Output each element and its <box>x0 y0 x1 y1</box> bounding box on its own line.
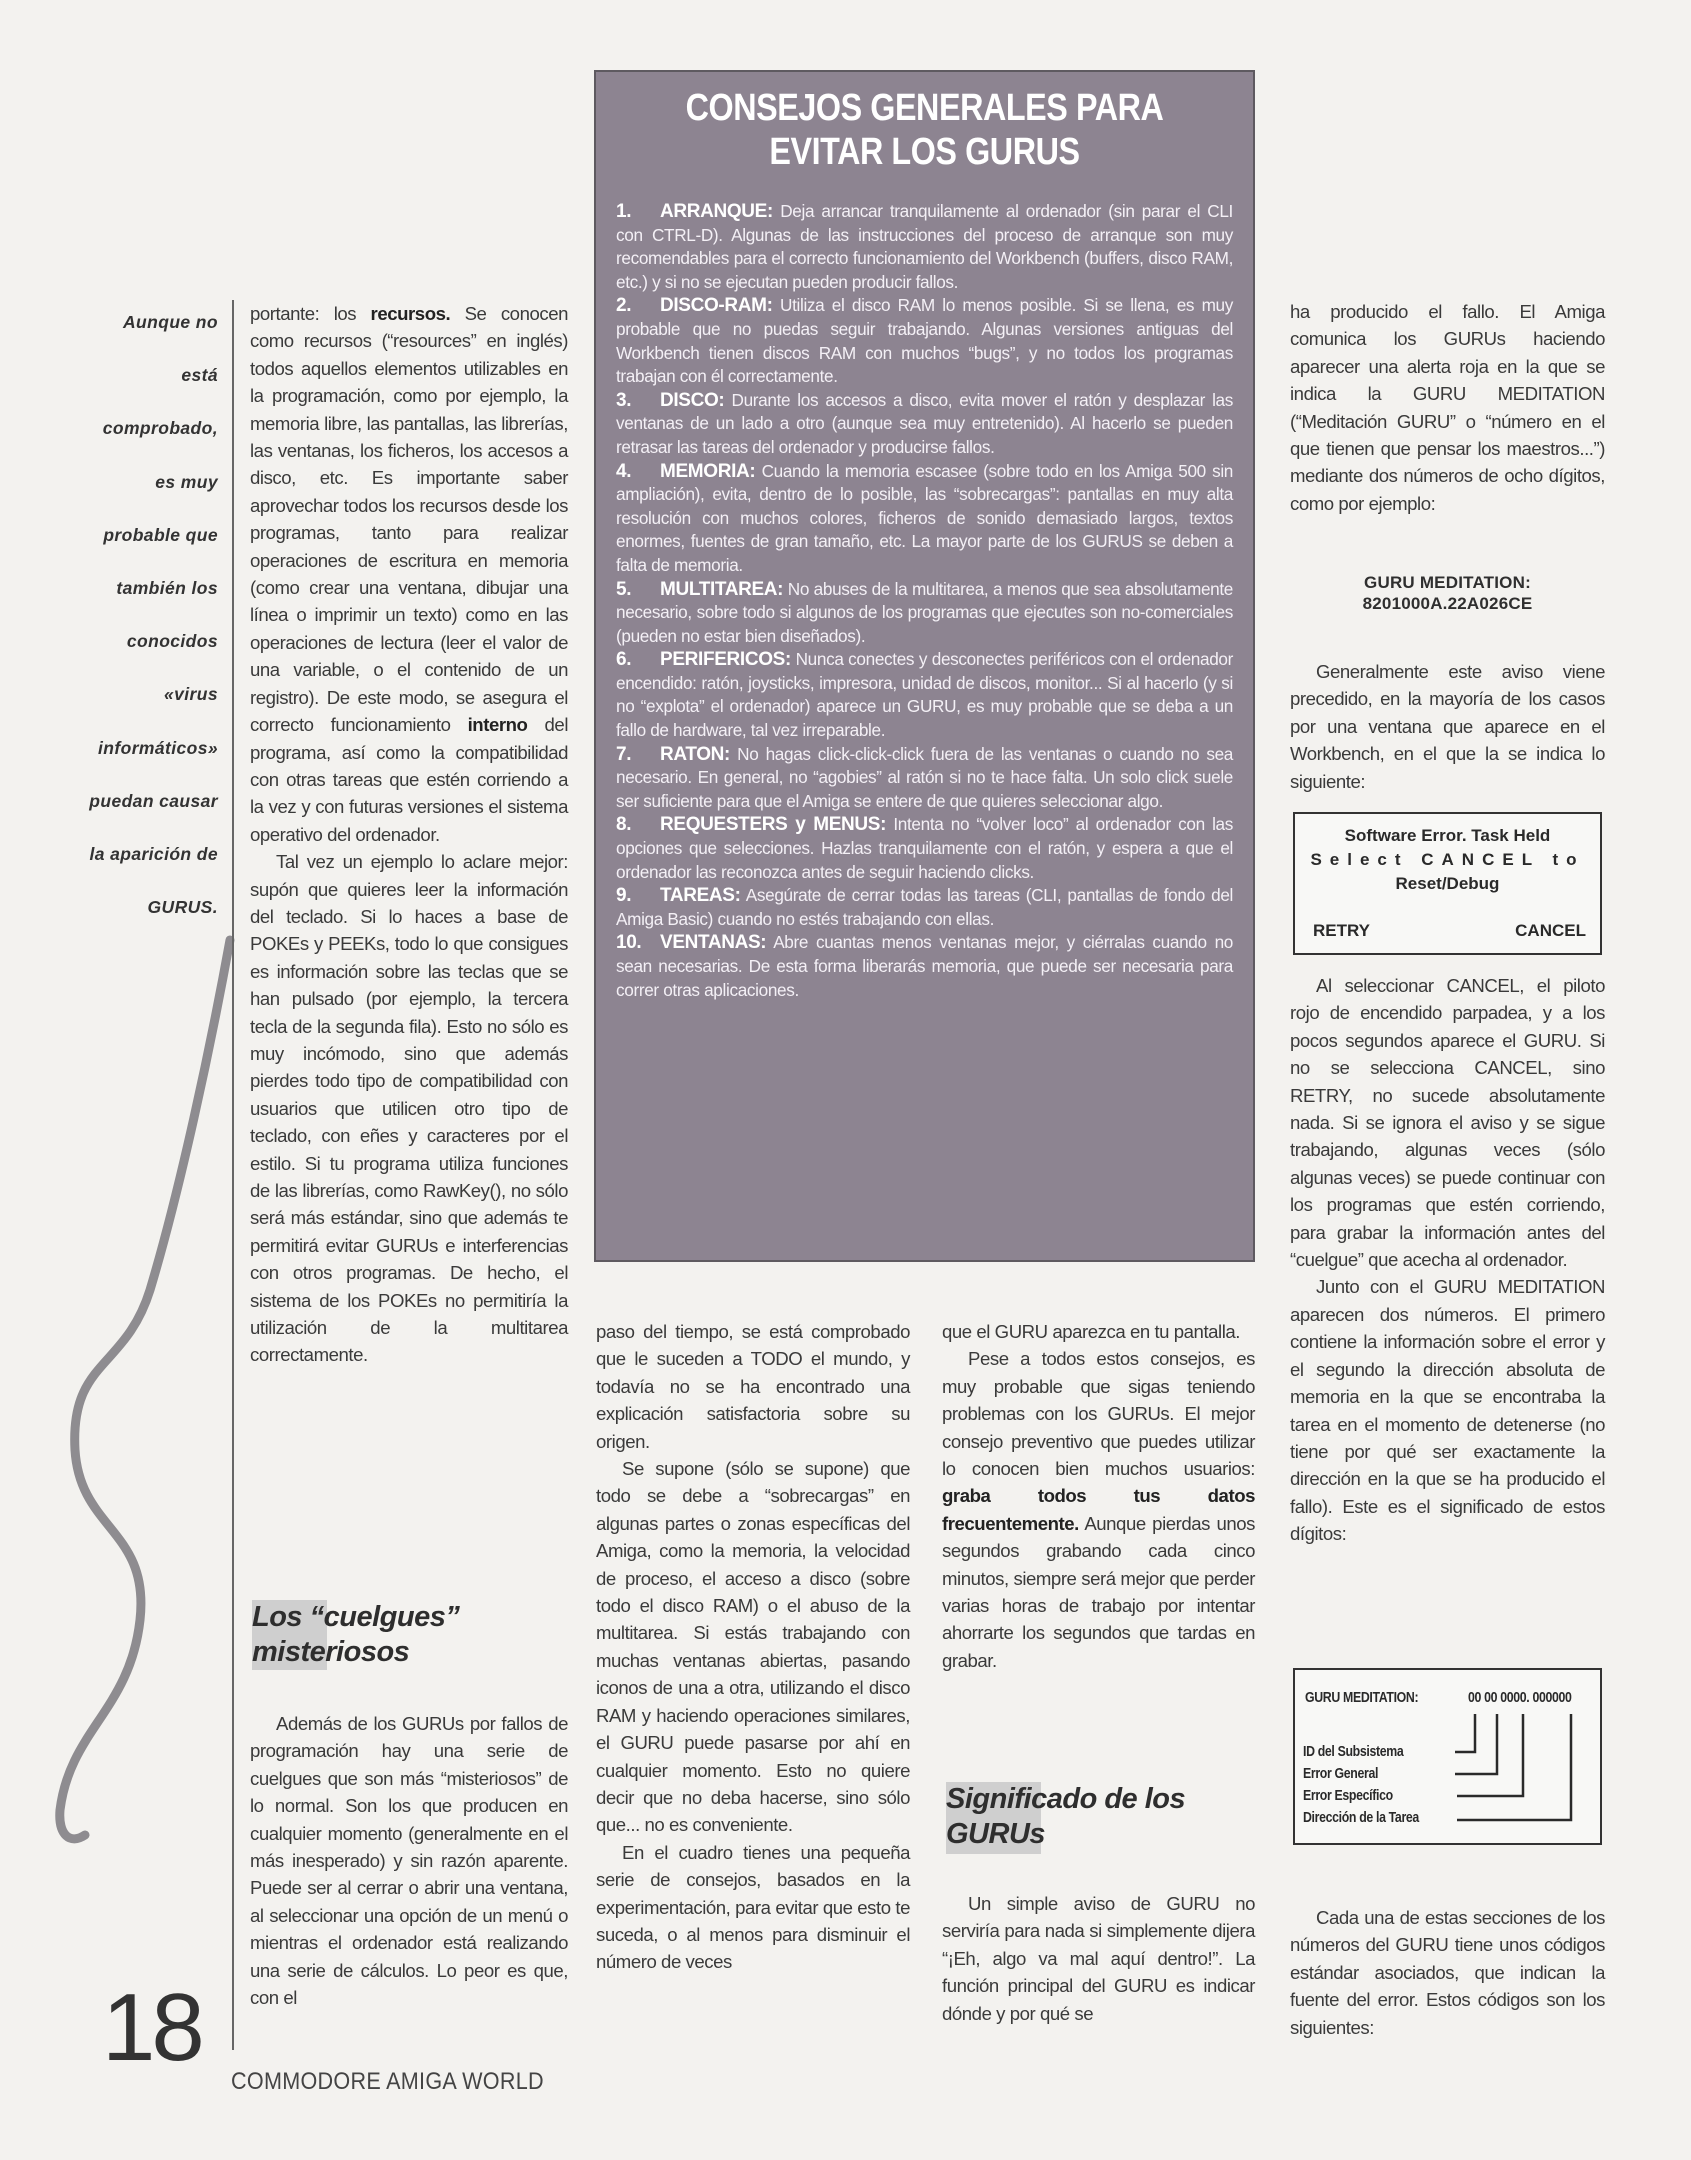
tip-item <box>616 931 1233 1002</box>
tip-text: Abre cuantas menos ventanas mejor, y ciérralas cuando no sean necesarias. De esta forma liberarás memoria, que puede ser necesaria para correr otras aplicaciones. <box>616 932 1233 1000</box>
text-run: portante: los <box>250 303 371 324</box>
pull-quote-line: comprobado, <box>102 418 218 439</box>
diagram-part: Error Específico <box>1303 1788 1393 1804</box>
tip-number: 9. <box>616 885 632 907</box>
magazine-name: COMMODORE AMIGA WORLD <box>231 2068 544 2095</box>
tip-number: 8. <box>616 814 632 836</box>
tip-label: MEMORIA: <box>660 460 756 482</box>
decorative-squiggle <box>30 930 250 1870</box>
paragraph: Junto con el GURU MEDITATION aparecen dos números. El primero contiene la información sobre el error y el segundo la dirección absoluta de memoria en la que se encontraba la tarea en el momento de detenerse (no tiene por qué ser exactamente la dirección en la que se ha producido el fallo). Este es el significado de estos dígitos: <box>1290 1276 1605 1545</box>
paragraph: Al seleccionar CANCEL, el piloto rojo de encendido parpadea, y a los pocos segundos aparece el GURU. Si no se selecciona CANCEL, sino RETRY, no sucede absolutamente nada. Si se ignora el aviso y se sigue trabajando, algunas veces (sólo algunas veces) se puede continuar con los programas que estén corriendo, para grabar la información antes del “cuelgue” que acecha al ordenador. <box>1290 975 1605 1271</box>
right-column-intro <box>1290 298 1605 517</box>
tip-text: Durante los accesos a disco, evita mover el ratón y desplazar las ventanas de un lado a otro (aunque sea muy entretenido). Al hacerlo se pueden retrasar las tareas del ordenador y producirse fallos. <box>616 389 1233 457</box>
tip-item <box>616 200 1233 294</box>
tip-item <box>616 743 1233 814</box>
tip-number: 3. <box>616 389 632 411</box>
third-column-top <box>942 1318 1255 1674</box>
error-line: Software Error. Task Held <box>1344 826 1551 845</box>
paragraph: Tal vez un ejemplo lo aclare mejor: supón que quieres leer la información del teclado. Si lo haces a base de POKEs y PEEKs, todo lo que consigues es información sobre las teclas que se han pulsado (por ejemplo, la tercera tecla de la segunda fila). Esto no sólo es muy incómodo, sino que además pierdes todo tipo de compatibilidad con usuarios que utilicen otro tipo de teclado, con eñes y caracteres por el estilo. Si tu programa utiliza funciones de las librerías, como RawKey(), no sólo será más estándar, sino que además te permitirá evitar GURUs e interferencias con otros programas. De hecho, el sistema de los POKEs no permitiría la utilización de la multitarea correctamente. <box>250 851 568 1366</box>
tips-sidebar <box>594 70 1255 1262</box>
section-heading <box>252 1600 552 1670</box>
right-column-p3 <box>1290 972 1605 1548</box>
pull-quote-line: «virus <box>164 684 218 705</box>
tip-item <box>616 578 1233 649</box>
tip-text: Cuando la memoria escasee (sobre todo en los Amiga 500 sin ampliación), evita, dentro de lo posible, las “sobrecargas”: pantallas en muy alta resolución con muchos colores, ficheros de sonido demasiado largos, textos enormes, fuentes de gran tamaño, etc. La mayor parte de los GURUS se deben a falta de memoria. <box>616 460 1233 575</box>
tip-text: Nunca conectes y desconectes periféricos con el ordenador encendido: ratón, joysticks, impresora, unidad de discos, monitor... Si al hacerlo (y si no “explota” el ordenador) aparece un GURU, es muy probable que se deba a un fallo de hardware, tal vez irreparable. <box>616 649 1233 741</box>
diagram-part: ID del Subsistema <box>1303 1744 1404 1760</box>
guru-label: GURU MEDITATION: <box>1364 573 1531 592</box>
text-run: del programa, así como la compatibilidad con otras tareas que estén corriendo a la vez y con futuras versiones el sistema operativo del ordenador. <box>250 714 568 845</box>
diagram-part: Error General <box>1303 1766 1379 1782</box>
guru-code: 8201000A.22A026CE <box>1362 594 1533 613</box>
tip-text: Deja arrancar tranquilamente al ordenador (sin parar el CLI con CTRL-D). Algunas de las instrucciones del proceso de arranque son muy recomendables para el correcto funcionamiento del Workbench (buffers, disco RAM, etc.) y si no se ejecutan pueden producir fallos. <box>616 201 1233 292</box>
guru-example <box>1290 572 1605 614</box>
diagram-part: Dirección de la Tarea <box>1303 1810 1419 1826</box>
section-heading-text: Significado de los GURUs <box>946 1783 1186 1850</box>
left-column-top <box>250 300 568 1369</box>
tip-number: 2. <box>616 295 632 317</box>
section-heading <box>946 1782 1226 1852</box>
tip-text: No abuses de la multitarea, a menos que sea absolutamente necesario, sobre todo si algunos de los programas que ejecutes son no-comerciales (pueden no estar bien diseñados). <box>616 578 1233 646</box>
paragraph: que el GURU aparezca en tu pantalla. <box>942 1321 1241 1342</box>
pull-quote-line: conocidos <box>126 631 218 652</box>
pull-quote-line: la aparición de <box>89 844 218 865</box>
tip-text: Intenta no “volver loco” al ordenador con las opciones que selecciones. Hazlas tranquilamente con el ratón, y espera a que el ordenador las reconozca antes de seguir haciendo clicks. <box>616 814 1233 882</box>
tip-item <box>616 460 1233 578</box>
pull-quote-line: es muy <box>155 471 218 492</box>
sidebar-title: CONSEJOS GENERALES PARA EVITAR LOS GURUS <box>685 87 1164 173</box>
pull-quote-line: también los <box>116 578 218 599</box>
tip-label: REQUESTERS y MENUS: <box>660 814 887 836</box>
tip-label: RATON: <box>660 743 731 765</box>
tip-number: 6. <box>616 649 632 671</box>
paragraph: Se supone (sólo se supone) que todo se debe a “sobrecargas” en algunas partes o zonas específicas del Amiga, como la memoria, la velocidad de proceso, el acceso a disco (sobre todo el disco RAM) o el abuso de la multitarea. Si estás trabajando con muchas ventanas abiertas, pasando iconos de una a otra, utilizando el disco RAM y haciendo operaciones similares, el GURU puede pasarse por ahí en cualquier momento. Esto no quiere decir que no deba hacerse, sino sólo que... no es conveniente. <box>596 1458 910 1836</box>
tip-label: DISCO: <box>660 389 725 411</box>
tip-label: VENTANAS: <box>660 932 767 954</box>
diagram-connector-lines <box>1295 1670 1600 1843</box>
paragraph <box>942 1345 1255 1674</box>
column-rule <box>232 300 234 2050</box>
pull-quote-line: Aunque no <box>123 312 218 332</box>
diagram-label: GURU MEDITATION: <box>1305 1690 1419 1706</box>
tip-label: DISCO-RAM: <box>660 295 773 317</box>
error-line: Select CANCEL to <box>1310 850 1585 869</box>
software-error-requester <box>1293 812 1602 955</box>
text-run: Se conocen como recursos (“resources” en inglés) todos aquellos elementos utilizables en la programación, como por ejemplo, la memoria libre, las pantallas, las librerías, las ventanas, los ficheros, los accesos a disco, etc. Es importante saber aprovechar todos los recursos desde los programas, tanto para realizar operaciones de escritura en memoria (como crear una ventana, dibujar una línea o imprimir un texto) como en las operaciones de lectura (leer el valor de una variable, o el contenido de un registro). De este modo, se asegura el correcto funcionamiento <box>250 303 568 736</box>
paragraph <box>250 300 568 848</box>
pull-quote-line: probable que <box>103 524 218 545</box>
bold-text: recursos. <box>370 303 451 324</box>
tip-text: Asegúrate de cerrar todas las tareas (CLI, pantallas de fondo del Amiga Basic) cuando no estés trabajando con ellas. <box>616 885 1233 929</box>
pull-quote <box>20 296 218 934</box>
bold-text: interno <box>467 714 528 736</box>
text-run: Aunque pierdas unos segundos grabando cada cinco minutos, siempre será mejor que perder varias horas de trabajo por intentar ahorrarte los segundos que tardas en grabar. <box>942 1512 1255 1671</box>
tip-item <box>616 389 1233 460</box>
tip-number: 1. <box>616 201 632 222</box>
tip-label: TAREAS: <box>660 885 741 907</box>
right-column-p5 <box>1290 1904 1605 2041</box>
paragraph: paso del tiempo, se está comprobado que le suceden a TODO el mundo, y todavía no se ha encontrado una explicación satisfactoria sobre su origen. <box>596 1321 910 1452</box>
paragraph: En el cuadro tienes una pequeña serie de consejos, basados en la experimentación, para evitar que esto te suceda, o al menos para disminuir el número de veces <box>596 1841 910 1973</box>
retry-button[interactable]: RETRY <box>1313 921 1370 940</box>
diagram-code: 00 00 0000. 000000 <box>1468 1690 1572 1706</box>
pull-quote-line: está <box>181 365 218 386</box>
tip-item <box>616 884 1233 931</box>
paragraph: Cada una de estas secciones de los números del GURU tiene unos códigos estándar asociados, que indican la fuente del error. Estos códigos son los siguientes: <box>1290 1907 1605 2038</box>
tips-list <box>616 200 1233 1002</box>
error-line: Reset/Debug <box>1395 874 1500 893</box>
guru-code-diagram <box>1293 1668 1602 1845</box>
left-column-bottom <box>250 1710 568 2011</box>
paragraph: Generalmente este aviso viene precedido, en la mayoría de los casos por una ventana que aparece en el Workbench, en el que la se indica lo siguiente: <box>1290 661 1605 792</box>
middle-column <box>596 1318 910 1976</box>
paragraph: Además de los GURUs por fallos de programación hay una serie de cuelgues que son más “misteriosos” de lo normal. Son los que producen en cualquier momento (generalmente en el más inesperado) y sin razón aparente. Puede ser al cerrar o abrir una ventana, al seleccionar una opción de un menú o mientras el ordenador está realizando una serie de cálculos. Lo peor es que, con el <box>250 1713 568 2009</box>
tip-number: 4. <box>616 460 632 482</box>
right-column-p2 <box>1290 658 1605 795</box>
tip-item <box>616 294 1233 388</box>
tip-text: Utiliza el disco RAM lo menos posible. Si se llena, es muy probable que no puedas seguir trabajando. Algunas versiones antiguas del Workbench tienen discos RAM con muchos “bugs”, y no todos los programas trabajan con él correctamente. <box>616 295 1233 387</box>
text-run: Pese a todos estos consejos, es muy probable que sigas teniendo problemas con los GURUs. El mejor consejo preventivo que puedes utilizar lo conocen bien muchos usuarios: <box>942 1348 1255 1480</box>
tip-label: MULTITAREA: <box>660 578 784 600</box>
tip-item <box>616 813 1233 884</box>
paragraph: Un simple aviso de GURU no serviría para nada si simplemente dijera “¡Eh, algo va mal aquí dentro!”. La función principal del GURU es indicar dónde y por qué se <box>942 1893 1255 2024</box>
cancel-button[interactable]: CANCEL <box>1515 921 1586 940</box>
bold-text: graba todos tus datos frecuentemente. <box>942 1485 1255 1534</box>
section-heading-text: Los “cuelgues” misteriosos <box>252 1601 460 1668</box>
tip-label: PERIFERICOS: <box>660 649 791 671</box>
tip-text: No hagas click-click-click fuera de las ventanas o cuando no sea necesario. En general, no “agobies” al ratón si no te hace falta. Un solo click suele ser suficiente para que el Amiga se entere de que quieres seleccionar algo. <box>616 743 1233 811</box>
tip-number: 5. <box>616 578 632 600</box>
page-number: 18 <box>102 1974 201 2081</box>
pull-quote-line: informáticos» <box>98 737 218 758</box>
tip-number: 10. <box>616 932 642 954</box>
tip-item <box>616 648 1233 742</box>
tip-number: 7. <box>616 743 632 765</box>
pull-quote-line: GURUS. <box>147 897 218 918</box>
third-column-bottom <box>942 1890 1255 2027</box>
paragraph: ha producido el fallo. El Amiga comunica los GURUs haciendo aparecer una alerta roja en la que se indica la GURU MEDITATION (“Meditación GURU” o “número en el que tienen que pensar los maestros...”) mediante dos números de ocho dígitos, como por ejemplo: <box>1290 301 1605 514</box>
pull-quote-line: puedan causar <box>89 790 218 811</box>
tip-label: ARRANQUE: <box>660 201 773 222</box>
